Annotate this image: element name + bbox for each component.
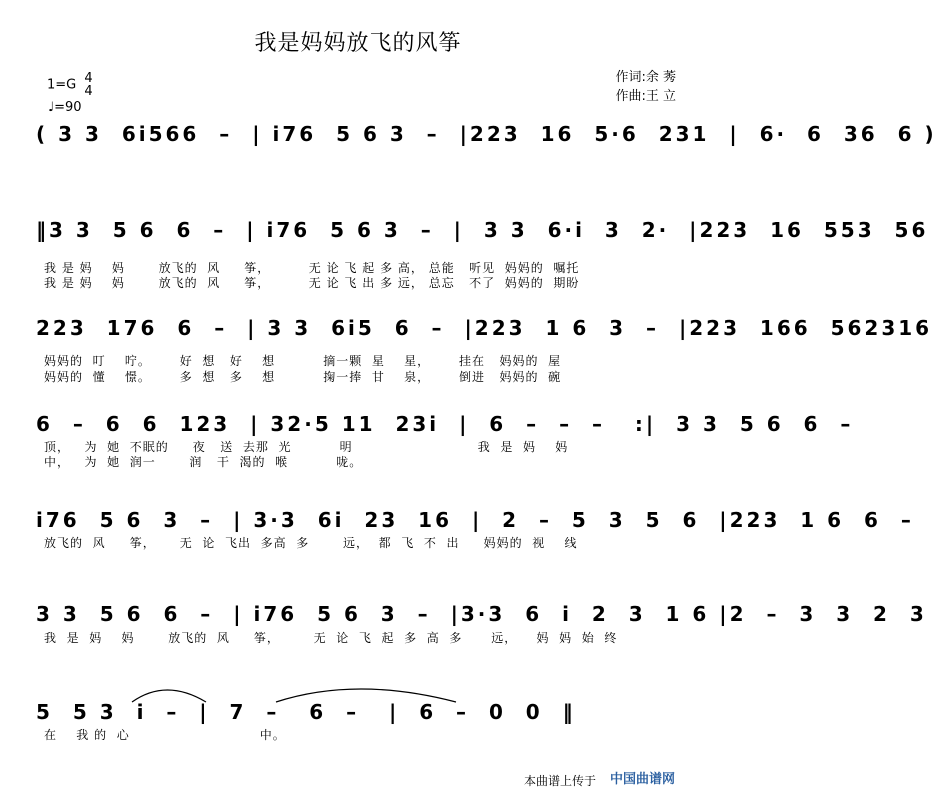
composer-credit: 作曲:王 立 — [615, 89, 676, 104]
notation-line: ( 3 3 6i566 – | i76 5 6 3 – |223 16 5·6 231 | 6· 6 36 6 ) — [36, 122, 937, 146]
lyric-verse-1: 妈妈的 叮 咛。 好 想 好 想 摘一颗 星 星， 挂在 妈妈的 屋 — [44, 354, 562, 368]
key-label: 1=G — [47, 77, 77, 93]
footer-upload-text: 本曲谱上传于 — [524, 774, 597, 788]
lyric-verse-1: 在 我 的 心 中。 — [44, 728, 286, 742]
lyric-verse-1: 我 是 妈 妈 放飞的 风 筝， 无 论 飞 起 多 高 多 远， 妈 妈 始 终 — [44, 631, 618, 645]
lyric-verse-2: 中， 为 她 润一 润 干 渴的 喉 咙。 — [44, 455, 363, 469]
lyric-verse-2: 妈妈的 懂 憬。 多 想 多 想 掬一捧 甘 泉， 倒进 妈妈的 碗 — [44, 370, 562, 384]
notation-line: ‖3 3 5 6 6 – | i76 5 6 3 – | 3 3 6·i 3 2· |223 16 553 56 — [36, 218, 929, 242]
slur-arcs — [126, 684, 466, 704]
logo-text: 中国曲谱网 — [610, 772, 676, 787]
notation-line: 5 5 3 i – | 7 – 6 – | 6 – 0 0 ‖ — [36, 700, 576, 724]
credits — [615, 68, 676, 106]
lyric-verse-1: 顶， 为 她 不眠的 夜 送 去那 光 明 我 是 妈 妈 — [44, 440, 569, 454]
notation-line: 6 – 6 6 123 | 32·5 11 23i | 6 – – – :| 3 3 5 6 6 – — [36, 412, 854, 436]
lyric-verse-1: 放飞的 风 筝， 无 论 飞出 多高 多 远， 都 飞 不 出 妈妈的 视 线 — [44, 536, 578, 550]
key-signature — [47, 72, 93, 98]
notation-line: 223 176 6 – | 3 3 6i5 6 – |223 1 6 3 – |223 166 562316 — [36, 316, 933, 340]
lyric-verse-2: 我 是 妈 妈 放飞的 风 筝， 无 论 飞 出 多 远， 总忘 不了 妈妈的 期盼 — [44, 276, 580, 290]
notation-line: 3 3 5 6 6 – | i76 5 6 3 – |3·3 6 i 2 3 1 6 |2 – 3 3 2 3 — [36, 602, 927, 626]
song-title: 我是妈妈放飞的风筝 — [254, 31, 462, 56]
lyricist-credit: 作词:余 莠 — [615, 70, 676, 85]
time-signature-bottom: 4 — [84, 84, 93, 99]
tempo-marking: ♩=90 — [48, 100, 82, 115]
notation-line: i76 5 6 3 – | 3·3 6i 23 16 | 2 – 5 3 5 6 |223 1 6 6 – — [36, 508, 914, 532]
lyric-verse-1: 我 是 妈 妈 放飞的 风 筝， 无 论 飞 起 多 高， 总能 听见 妈妈的 嘱托 — [44, 261, 580, 275]
time-signature-top: 4 — [84, 71, 93, 86]
site-logo[interactable] — [610, 768, 675, 787]
